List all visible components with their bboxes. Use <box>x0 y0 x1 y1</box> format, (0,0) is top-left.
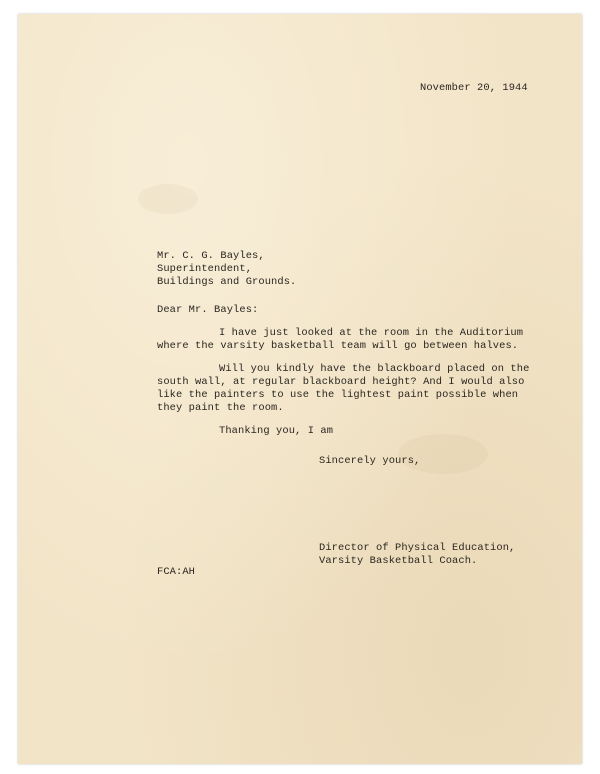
closing: Sincerely yours, <box>319 455 421 467</box>
paper-stain <box>138 184 198 214</box>
paragraph3: Thanking you, I am <box>219 425 334 437</box>
paragraph2-line4: they paint the room. <box>157 402 284 414</box>
paragraph1-line2: where the varsity basketball team will go between halves. <box>157 340 519 352</box>
paragraph2-line3: like the painters to use the lightest paint possible when <box>157 389 519 401</box>
paragraph2-line1: Will you kindly have the blackboard placed on the <box>219 363 530 375</box>
paragraph2-line2: south wall, at regular blackboard height? And I would also <box>157 376 525 388</box>
signature-title-line2: Varsity Basketball Coach. <box>319 555 478 567</box>
address-line-department: Buildings and Grounds. <box>157 276 297 288</box>
salutation: Dear Mr. Bayles: <box>157 304 259 316</box>
signature-title-line1: Director of Physical Education, <box>319 542 516 554</box>
letter-date: November 20, 1944 <box>420 82 528 94</box>
letter-page <box>18 14 582 764</box>
address-line-name: Mr. C. G. Bayles, <box>157 250 265 262</box>
paper-stain <box>398 434 488 474</box>
reference-initials: FCA:AH <box>157 566 196 578</box>
address-line-title: Superintendent, <box>157 263 253 275</box>
paragraph1-line1: I have just looked at the room in the Auditorium <box>219 327 524 339</box>
